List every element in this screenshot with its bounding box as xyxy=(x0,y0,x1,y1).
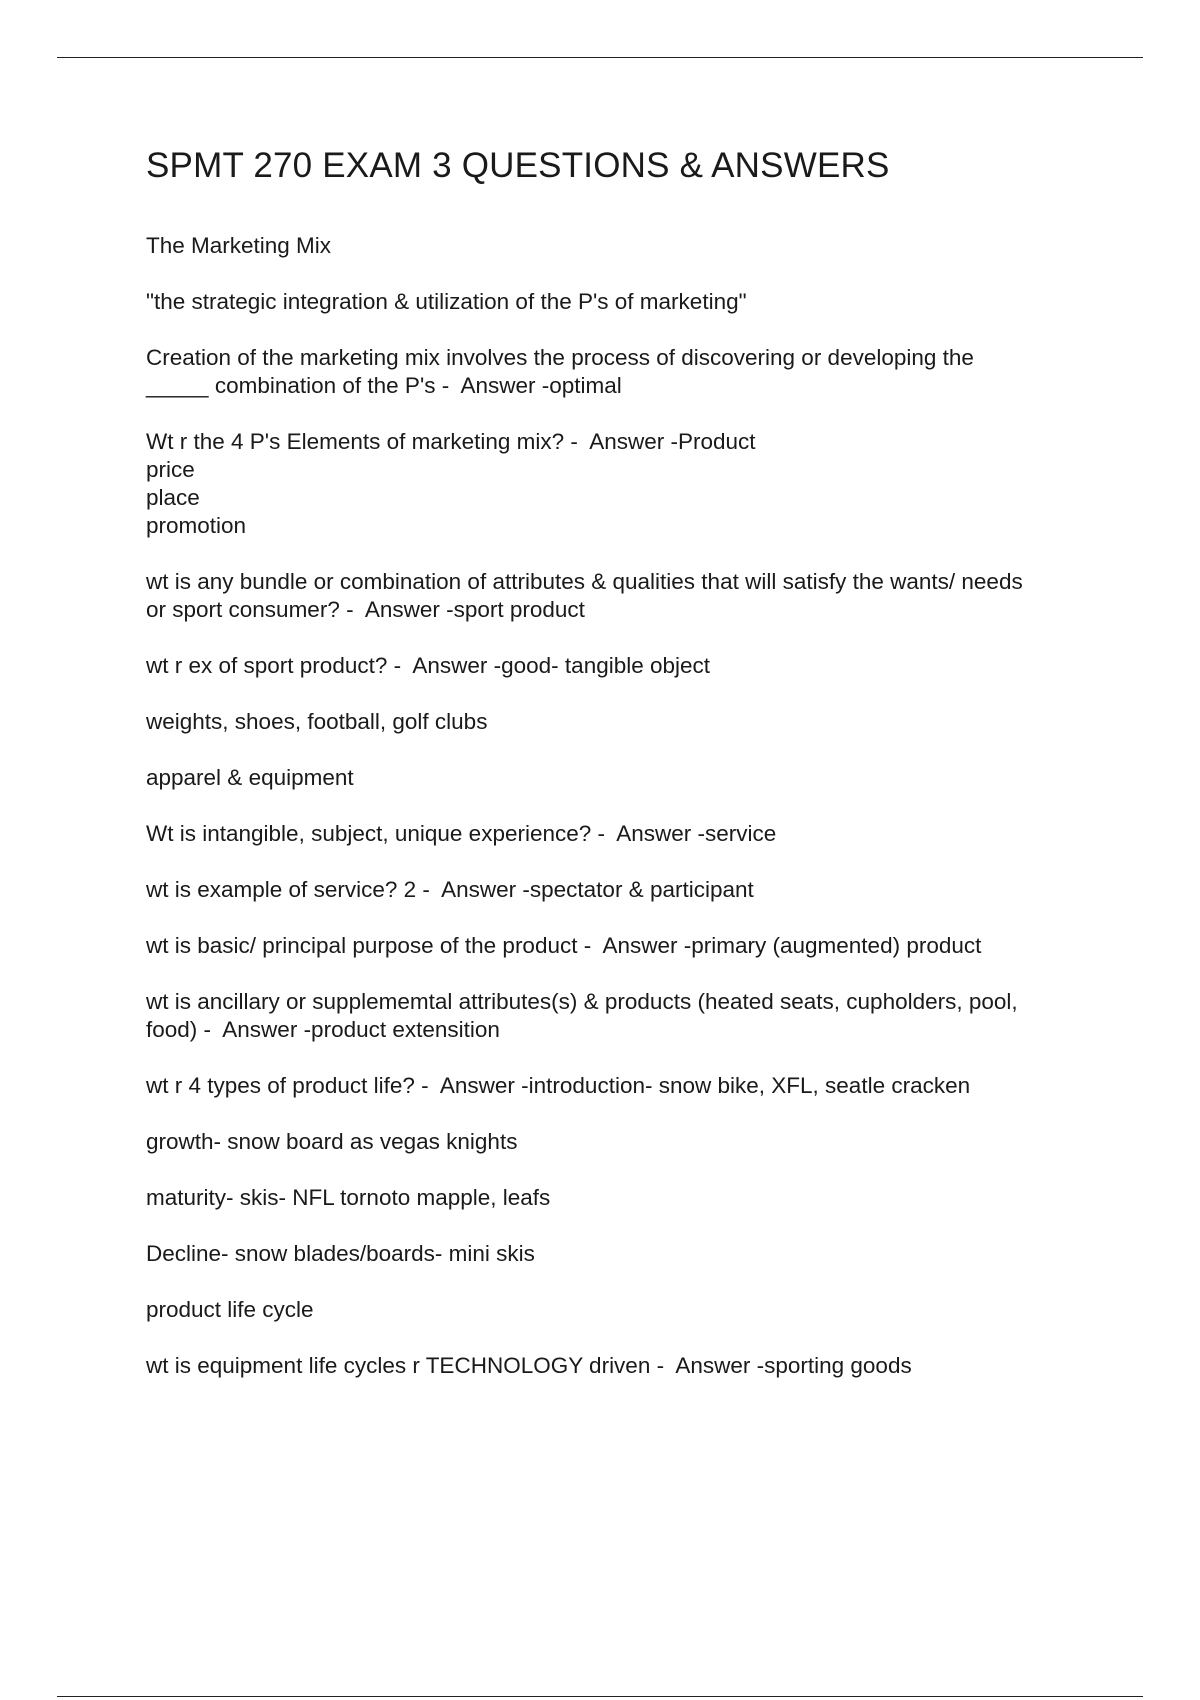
document-body xyxy=(146,140,1096,1408)
qa-block: wt is ancillary or supplememtal attributes(s) & products (heated seats, cupholders, pool, food) - Answer -product extensition xyxy=(146,989,1018,1042)
qa-block: wt r 4 types of product life? - Answer -introduction- snow bike, XFL, seatle cracken xyxy=(146,1073,971,1098)
top-rule xyxy=(57,57,1143,58)
document-title: SPMT 270 EXAM 3 QUESTIONS & ANSWERS xyxy=(146,146,890,185)
qa-block: apparel & equipment xyxy=(146,765,354,790)
qa-block: wt is example of service? 2 - Answer -spectator & participant xyxy=(146,877,754,902)
qa-block: Wt r the 4 P's Elements of marketing mix? - Answer -Product price place promotion xyxy=(146,429,756,538)
qa-block: The Marketing Mix xyxy=(146,233,332,258)
qa-block: Creation of the marketing mix involves the process of discovering or developing the _____ combination of the P's - Answer -optimal xyxy=(146,345,974,398)
qa-block: product life cycle xyxy=(146,1297,314,1322)
qa-block: Wt is intangible, subject, unique experience? - Answer -service xyxy=(146,821,777,846)
qa-block: maturity- skis- NFL tornoto mapple, leafs xyxy=(146,1185,551,1210)
qa-block: growth- snow board as vegas knights xyxy=(146,1129,518,1154)
bottom-rule xyxy=(57,1696,1143,1697)
qa-block: wt is basic/ principal purpose of the product - Answer -primary (augmented) product xyxy=(146,933,982,958)
qa-block: Decline- snow blades/boards- mini skis xyxy=(146,1241,535,1266)
qa-block: "the strategic integration & utilization of the P's of marketing" xyxy=(146,289,747,314)
qa-block: wt r ex of sport product? - Answer -good- tangible object xyxy=(146,653,711,678)
qa-block: wt is any bundle or combination of attributes & qualities that will satisfy the wants/ needs or sport consumer? - Answer -sport product xyxy=(146,569,1023,622)
qa-block: wt is equipment life cycles r TECHNOLOGY driven - Answer -sporting goods xyxy=(146,1353,912,1378)
qa-block: weights, shoes, football, golf clubs xyxy=(146,709,488,734)
